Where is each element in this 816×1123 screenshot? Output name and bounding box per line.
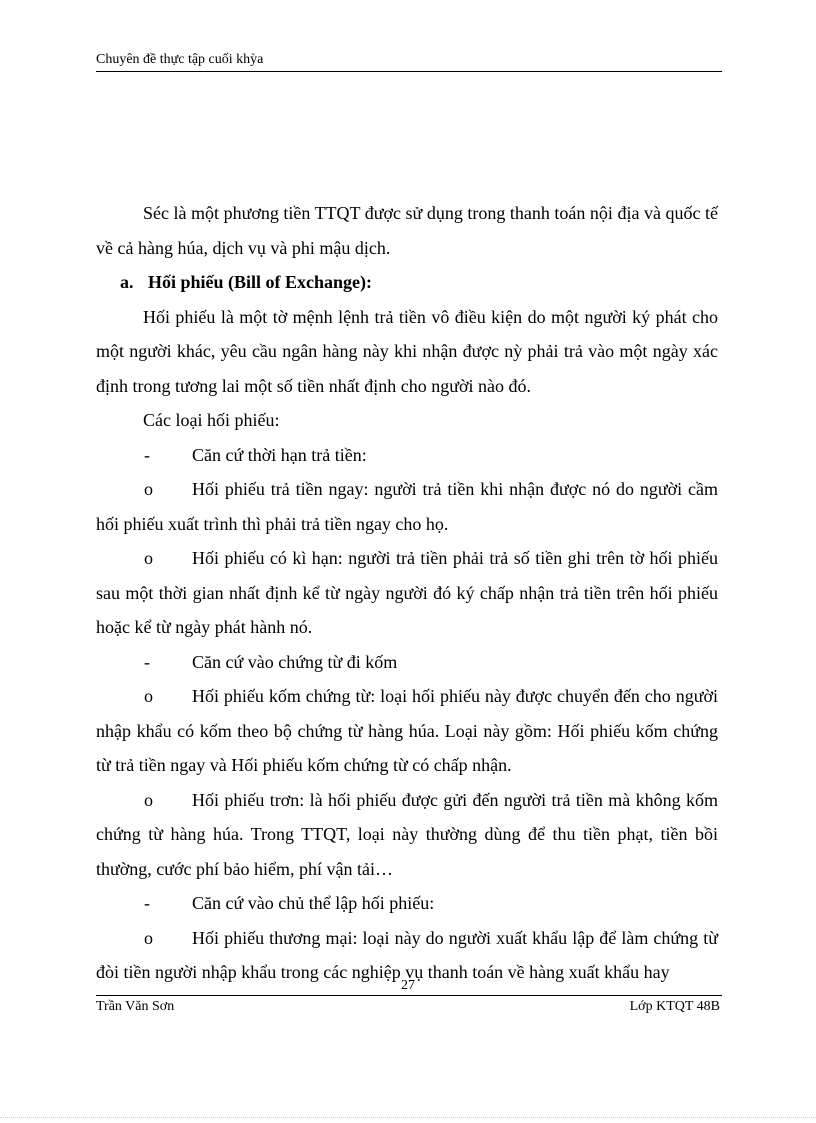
paragraph-types: Các loại hối phiếu: [143, 410, 280, 430]
list-item-text: Căn cứ vào chứng từ đi kốm [192, 651, 398, 672]
sub-list-item-text: Hối phiếu trả tiền ngay: người trả tiền khi nhận được nó do người cầm hối phiếu xuất trình thì phải trả tiền ngay cho họ. [96, 479, 718, 534]
page-body [96, 196, 718, 990]
sub-list-item-text: Hối phiếu thương mại: loại này do người xuất khẩu lập để làm chứng từ đòi tiền người nhập khẩu trong các nghiệp vụ thanh toán về hàng xuất khẩu hay [96, 927, 718, 982]
circle-bullet: o [144, 548, 153, 568]
circle-bullet: o [144, 479, 153, 499]
sub-list-item-text: Hối phiếu trơn: là hối phiếu được gửi đến người trả tiền mà không kốm chứng từ hàng húa. Trong TTQT, loại này thường dùng để thu tiền phạt, tiền bồi thường, cước phí bảo hiểm, phí vận tải… [96, 789, 718, 879]
header-title: Chuyên đề thực tập cuối khỳa [96, 52, 264, 67]
sub-list-item [96, 783, 718, 887]
sub-list-item [96, 541, 718, 645]
list-item-text: Căn cứ thời hạn trả tiền: [192, 444, 367, 465]
circle-bullet: o [144, 927, 153, 948]
sub-list-item [96, 472, 718, 541]
circle-bullet: o [144, 789, 153, 810]
footer-rule [96, 995, 722, 996]
sub-list-item [96, 679, 718, 783]
dash-bullet: - [144, 444, 150, 465]
section-heading [96, 265, 718, 300]
list-item [96, 645, 718, 680]
list-item-text: Căn cứ vào chủ thể lập hối phiếu: [192, 893, 435, 913]
dash-bullet: - [144, 893, 150, 913]
page-edge-divider [0, 1117, 816, 1118]
list-item [96, 438, 718, 473]
dash-bullet: - [144, 651, 150, 672]
page-number: 27 [401, 978, 415, 993]
paragraph-definition: Hối phiếu là một tờ mệnh lệnh trả tiền vô điều kiện do một người ký phát cho một người khác, yêu cầu ngân hàng này khi nhận được nỳ phải trả vào một ngày xác định trong tương lai một số tiền nhất định cho người nào đó. [96, 306, 718, 396]
circle-bullet: o [144, 686, 153, 706]
footer-author: Trần Văn Sơn [96, 999, 175, 1014]
paragraph-cheque: Séc là một phương tiền TTQT được sử dụng trong thanh toán nội địa và quốc tế về cả hàng húa, dịch vụ và phi mậu dịch. [96, 203, 718, 258]
list-item [96, 886, 718, 921]
header-rule [96, 71, 722, 72]
sub-list-item-text: Hối phiếu kốm chứng từ: loại hối phiếu này được chuyển đến cho người nhập khẩu có kốm theo bộ chứng từ hàng húa. Loại này gồm: Hối phiếu kốm chứng từ trả tiền ngay và Hối phiếu kốm chứng từ có chấp nhận. [96, 686, 718, 775]
heading-text: Hối phiếu (Bill of Exchange): [148, 272, 373, 292]
footer-class: Lớp KTQT 48B [629, 999, 720, 1014]
sub-list-item-text: Hối phiếu có kì hạn: người trả tiền phải trả số tiền ghi trên tờ hối phiếu sau một thời gian nhất định kể từ ngày người đó ký chấp nhận trả tiền trên hối phiếu hoặc kể từ ngày phát hành nó. [96, 548, 718, 637]
heading-marker: a. [120, 272, 134, 292]
